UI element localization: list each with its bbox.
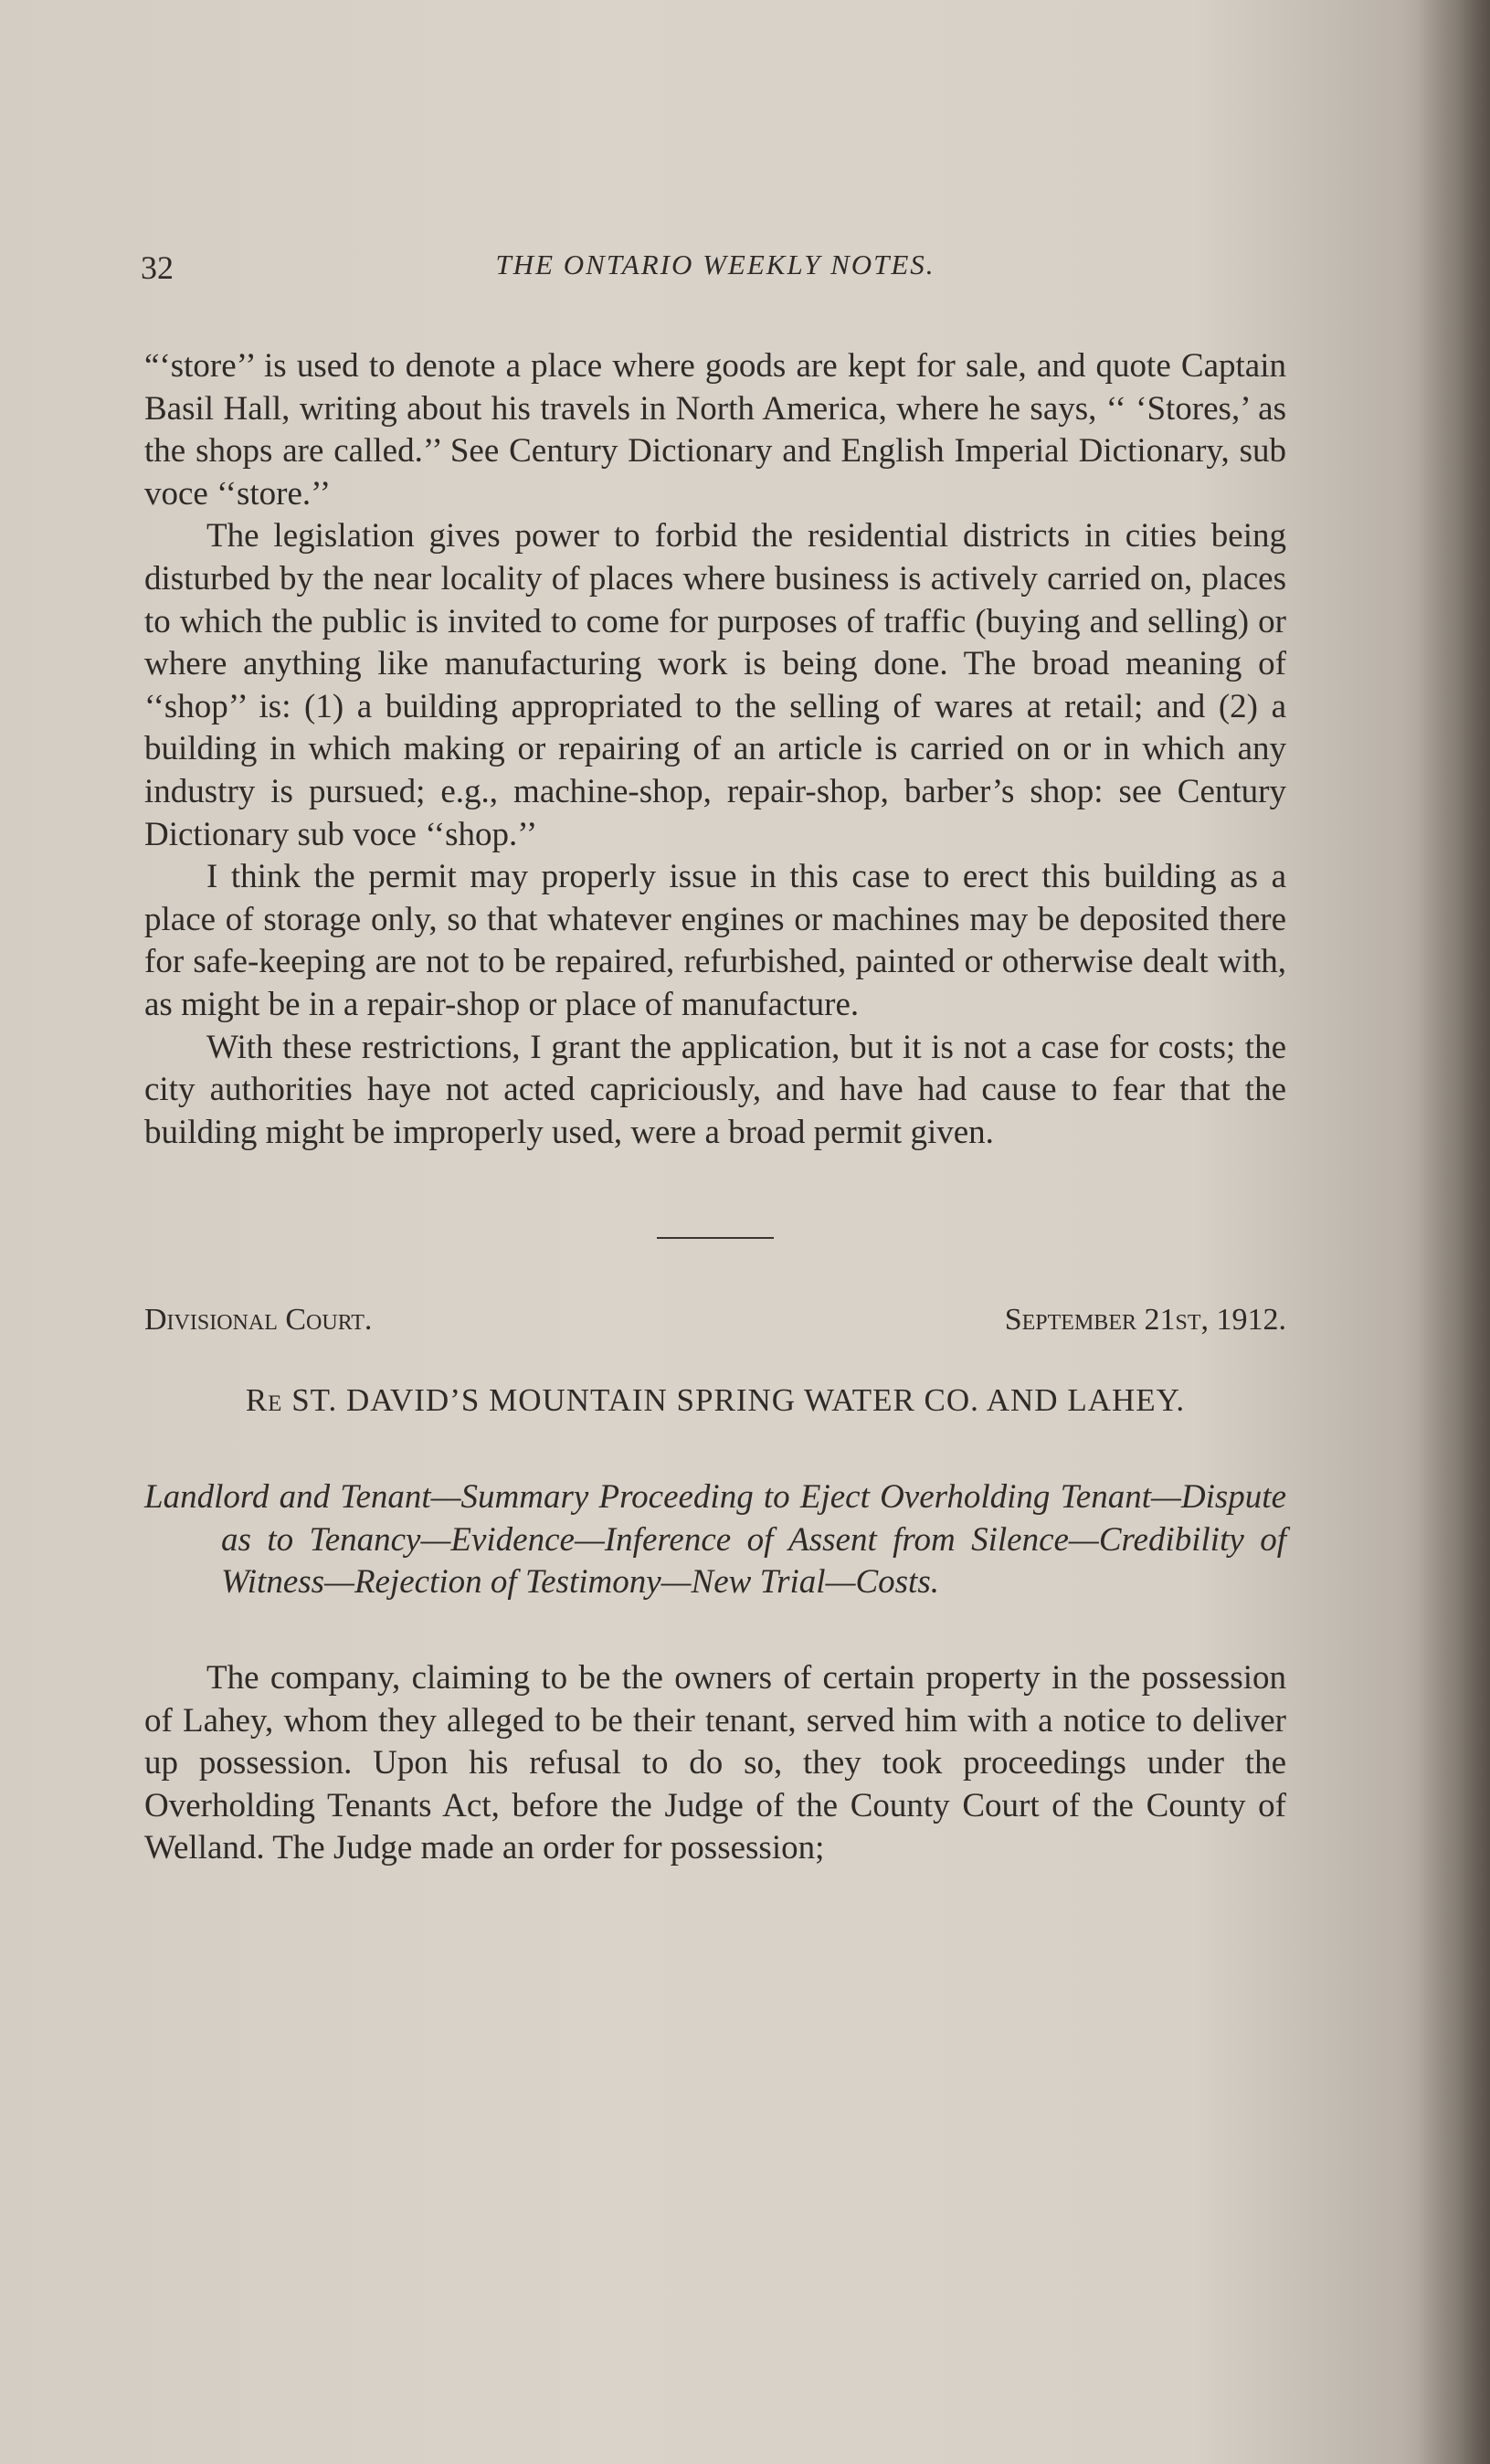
decision-date: September 21st, 1912. — [1004, 1303, 1286, 1338]
running-head — [141, 245, 1286, 300]
running-title: THE ONTARIO WEEKLY NOTES. — [495, 249, 935, 280]
spine-shadow — [1417, 0, 1490, 2464]
case-title — [144, 1378, 1286, 1423]
paragraph-restrictions: With these restrictions, I grant the application, but it is not a case for costs; the city authorities haye not acted capriciously, and have had cause to fear that the building might be improperly used, were a broad permit given. — [144, 1028, 1286, 1151]
paragraph-continuation: “‘store’’ is used to denote a place where goods are kept for sale, and quote Captain Basil Hall, writing about his travels in North America, where he says, ‘‘ ‘Stores,’ as the shops are called.’’ See Century Dictionary and English Imperial Dictionary, sub voce ‘‘store.’’ — [144, 347, 1286, 513]
page-number: 32 — [141, 249, 174, 286]
case-title-prefix: Re — [245, 1382, 283, 1419]
page-content — [141, 245, 1286, 1870]
paragraph-permit: I think the permit may properly issue in this case to erect this building as a place of storage only, so that whatever engines or machines may be deposited there for safe-keeping are not to be repaired, refurbished, painted or otherwise dealt with, as might be in a repair-shop or place of manufacture. — [144, 858, 1286, 1023]
court-name: Divisional Court. — [144, 1303, 373, 1338]
continued-judgment — [144, 345, 1286, 1154]
headnote: Landlord and Tenant—Summary Proceeding to Eject Overholding Tenant—Dispute as to Tenancy—Evidence—Inference of Assent from Silence—Credibility of Witness—Rejection of Testimony—New Trial—Costs. — [144, 1478, 1286, 1602]
section-divider — [657, 1237, 774, 1239]
case-body — [144, 1657, 1286, 1870]
paragraph-legislation: The legislation gives power to forbid the residential districts in cities being disturbed by the near locality of places where business is actively carried on, places to which the public is invited to come for purposes of traffic (buying and selling) or where anything like manufacturing work is being done. The broad meaning of ‘‘shop’’ is: (1) a building appropriated to the selling of wares at retail; and (2) a building in which making or repairing of an article is carried on or in which any industry is pursued; e.g., machine-shop, repair-shop, barber’s shop: see Century Dictionary sub voce ‘‘shop.’’ — [144, 517, 1286, 853]
paragraph-facts: The company, claiming to be the owners of certain property in the possession of Lahey, whom they alleged to be their tenant, served him with a notice to deliver up possession. Upon his refusal to do so, they took proceedings under the Overholding Tenants Act, before the Judge of the County Court of the County of Welland. The Judge made an order for possession; — [144, 1659, 1286, 1867]
court-line — [144, 1303, 1286, 1348]
case-title-text: ST. DAVID’S MOUNTAIN SPRING WATER CO. AND LAHEY. — [282, 1382, 1186, 1419]
